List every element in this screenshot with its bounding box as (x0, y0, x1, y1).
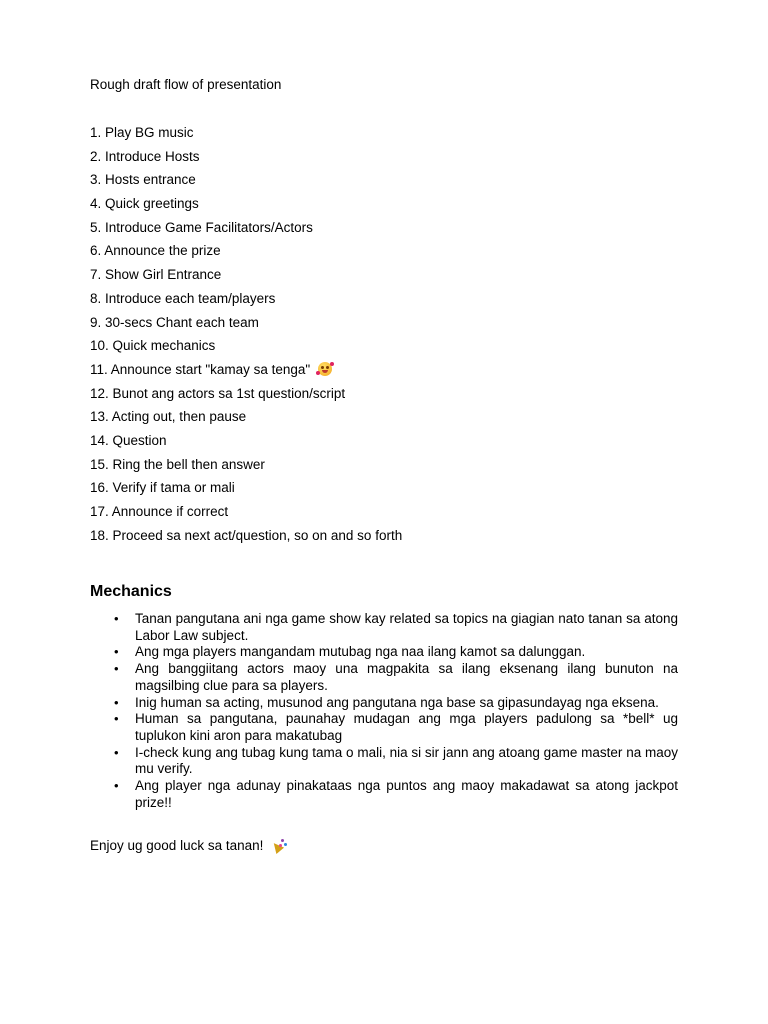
closing-text: Enjoy ug good luck sa tanan! (90, 838, 264, 853)
mechanics-item: • Tanan pangutana ani nga game show kay related sa topics na giagian nato tanan sa atong Labor Law subject. (90, 611, 678, 644)
party-popper-icon (271, 838, 287, 852)
flow-item: 18. Proceed sa next act/question, so on and so forth (90, 527, 403, 543)
flow-item: 10. Quick mechanics (90, 338, 216, 354)
flow-item: 1. Play BG music (90, 125, 194, 140)
presentation-flow-list (90, 125, 402, 551)
mechanics-item: • I-check kung ang tubag kung tama o mali, nia si sir jann ang atoang game master na maoy mu verify. (90, 745, 678, 778)
flow-item: 3. Hosts entrance (90, 172, 196, 188)
smiling-face-with-hearts-icon (318, 362, 332, 376)
flow-item: 8. Introduce each team/players (90, 290, 276, 306)
mechanics-item: • Human sa pangutana, paunahay mudagan ang mga players padulong sa *bell* ug tuplukon kini aron para makatubag (90, 711, 678, 744)
flow-item: 16. Verify if tama or mali (90, 480, 235, 496)
flow-item: 15. Ring the bell then answer (90, 456, 265, 472)
flow-item: 4. Quick greetings (90, 196, 199, 212)
flow-item: 12. Bunot ang actors sa 1st question/script (90, 385, 346, 401)
mechanics-item: • Ang banggiitang actors maoy una magpakita sa ilang eksenang ilang bunuton na magsilbing clue para sa players. (90, 661, 678, 694)
flow-item: 17. Announce if correct (90, 504, 229, 519)
mechanics-item: • Ang mga players mangandam mutubag nga naa ilang kamot sa dalunggan. (90, 644, 678, 661)
flow-item: 14. Question (90, 432, 167, 448)
mechanics-list (90, 611, 678, 811)
mechanics-item: • Ang player nga adunay pinakataas nga puntos ang maoy makadawat sa atong jackpot prize!! (90, 778, 678, 811)
mechanics-item: • Inig human sa acting, musunod ang pangutana nga base sa gipasundayag nga eksena. (90, 695, 678, 712)
mechanics-heading: Mechanics (90, 583, 172, 600)
flow-item: 9. 30-secs Chant each team (90, 314, 259, 330)
flow-item: 2. Introduce Hosts (90, 148, 200, 164)
flow-item: 13. Acting out, then pause (90, 409, 247, 425)
flow-item: 11. Announce start "kamay sa tenga" (90, 362, 402, 386)
document-title: Rough draft flow of presentation (90, 77, 282, 92)
closing-line (90, 838, 287, 854)
flow-item: 5. Introduce Game Facilitators/Actors (90, 219, 313, 235)
flow-item: 7. Show Girl Entrance (90, 267, 222, 283)
flow-item: 6. Announce the prize (90, 243, 221, 259)
